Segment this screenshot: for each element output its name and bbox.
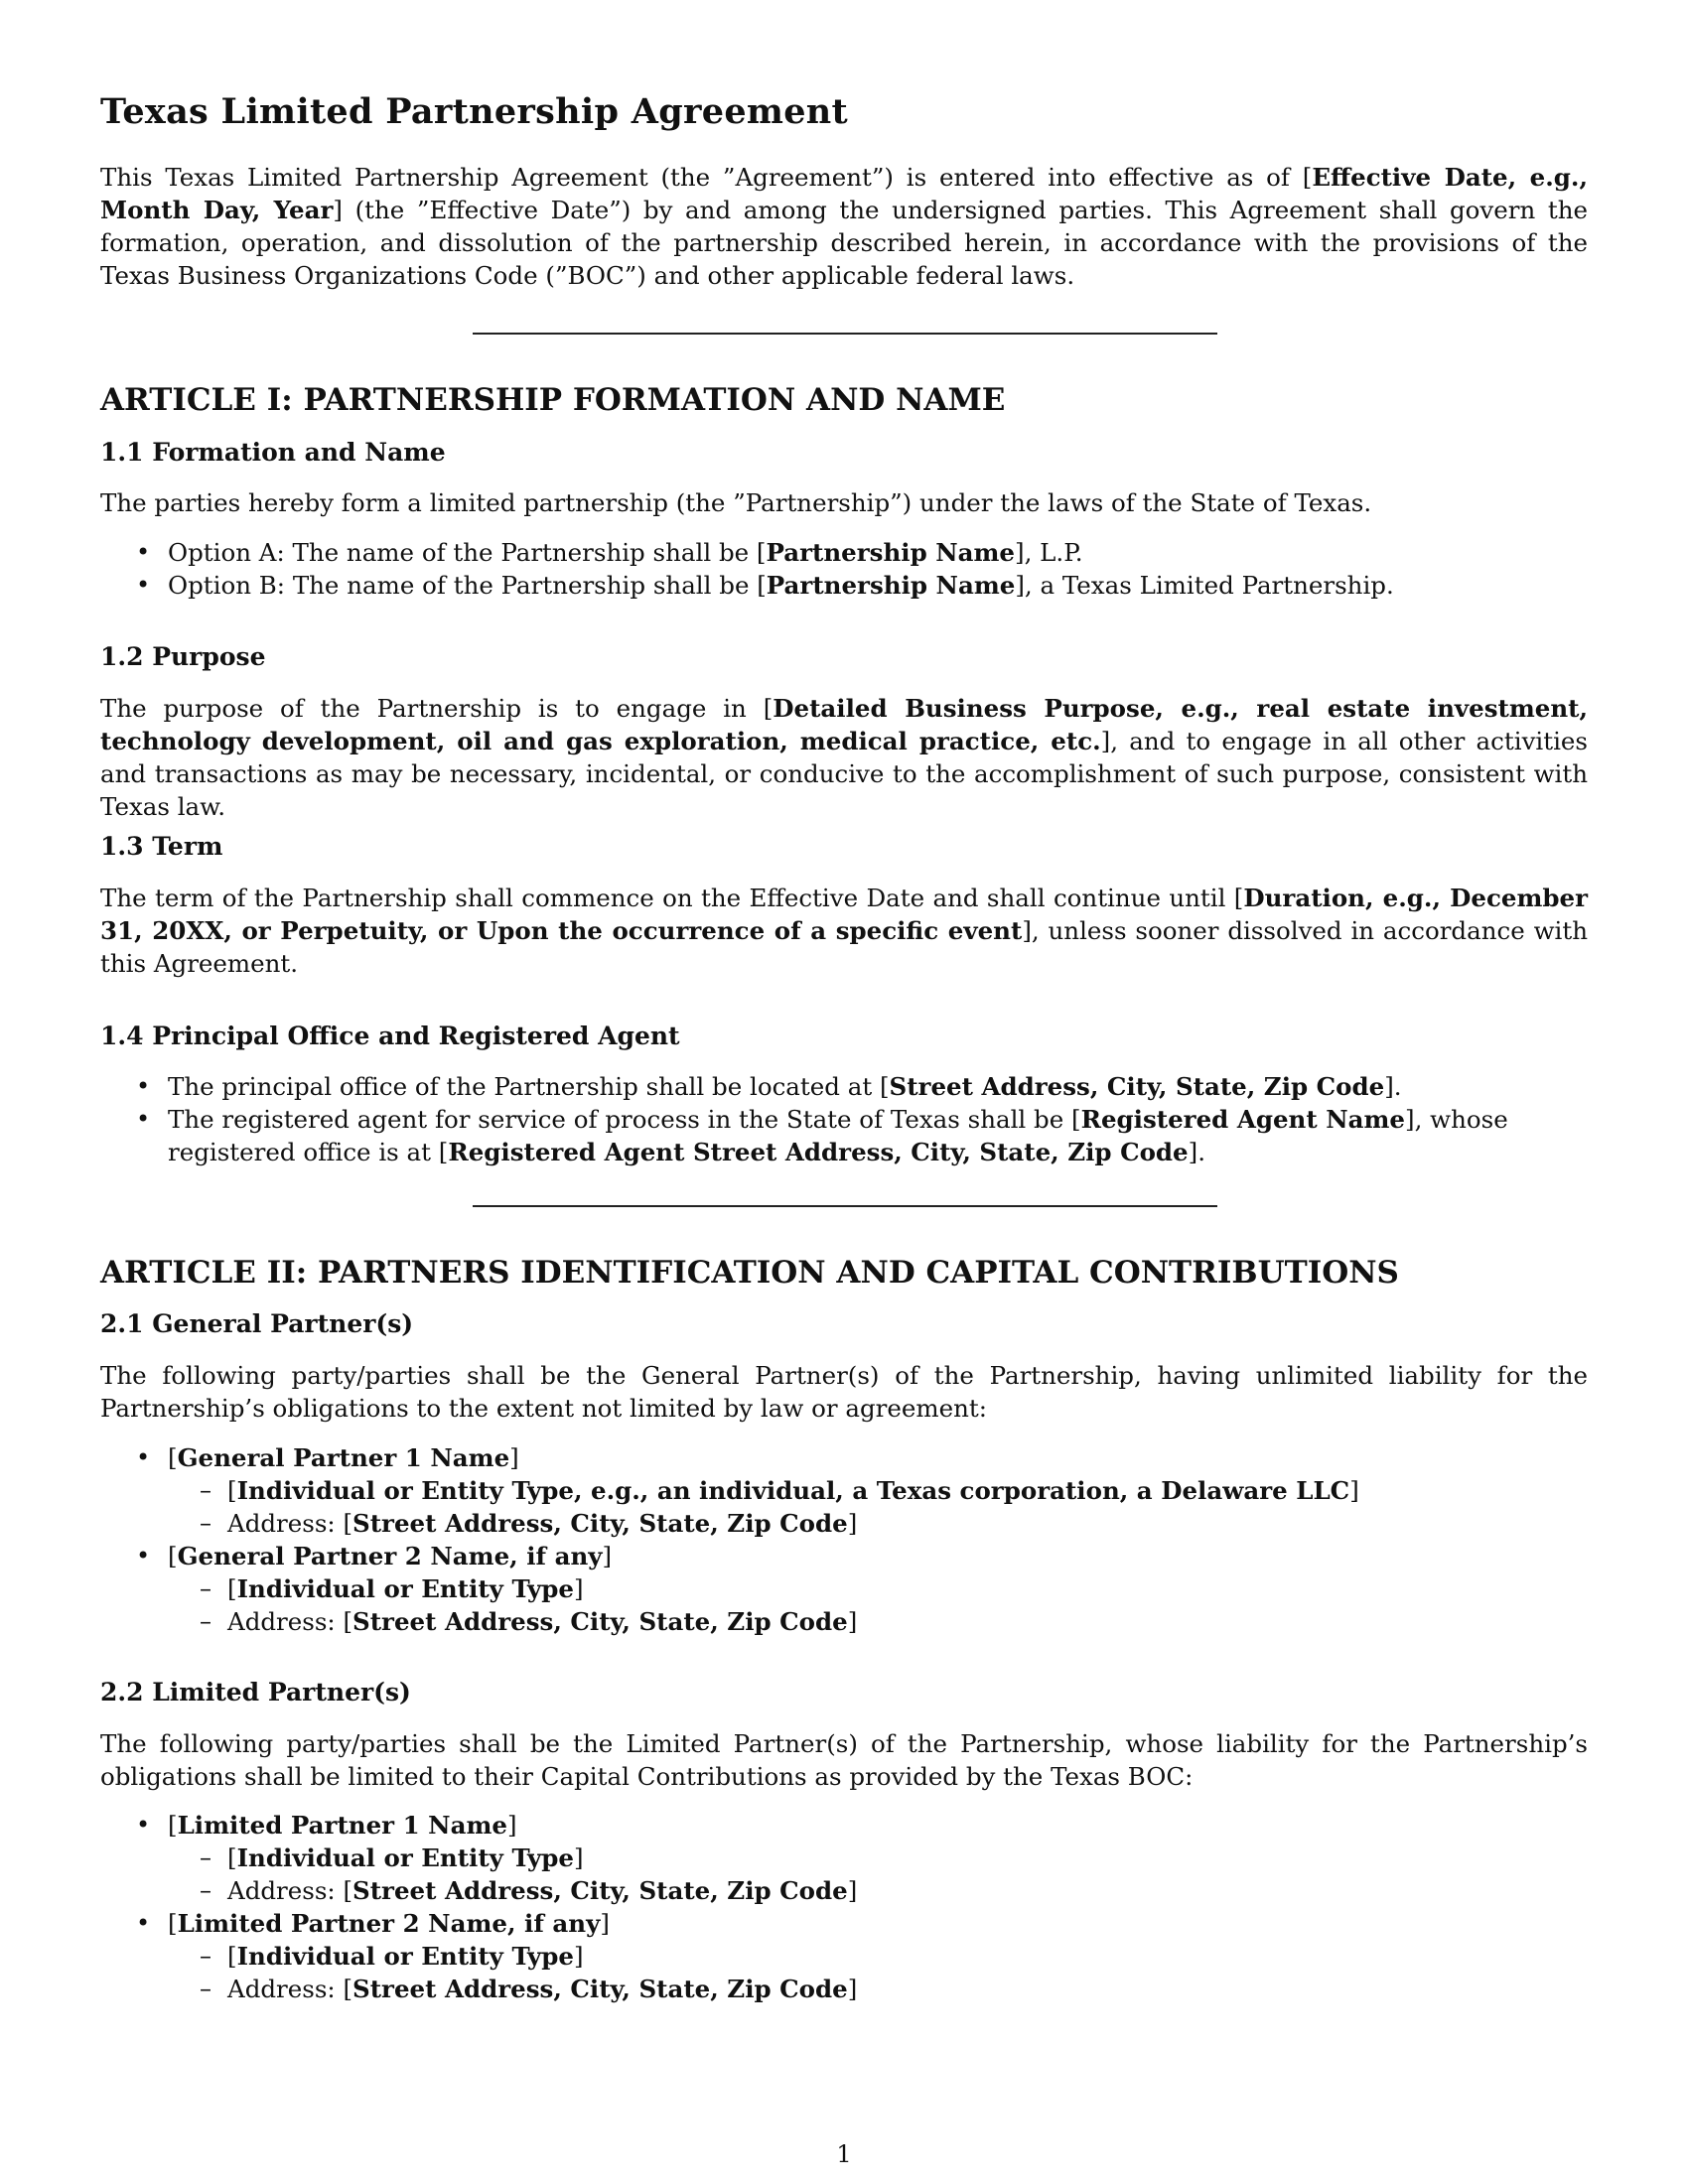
section-1-2-heading: 1.2 Purpose <box>100 642 266 671</box>
address-placeholder: Street Address, City, State, Zip Code <box>352 1975 848 2003</box>
section-divider <box>473 1205 1217 1207</box>
limited-partners-list <box>100 1809 1588 2005</box>
general-partners-list <box>100 1441 1588 1638</box>
office-address-placeholder: Street Address, City, State, Zip Code <box>889 1072 1385 1101</box>
dash-icon: – <box>200 1509 211 1537</box>
address-label: Address: [ <box>227 1876 353 1905</box>
bullet-icon: • <box>136 1105 151 1133</box>
option-b-suffix: ], a Texas Limited Partnership. <box>1015 571 1394 600</box>
section-1-4-heading: 1.4 Principal Office and Registered Agent <box>100 1022 680 1050</box>
bullet-icon: • <box>136 571 151 599</box>
section-2-1-text: The following party/parties shall be the General Partner(s) of the Partnership, having unlimited liability for the Partnership’s obligations to the extent not limited by law or agreement: <box>100 1361 1588 1423</box>
bullet-icon: • <box>136 1811 151 1839</box>
list-item <box>100 569 1588 602</box>
page-number: 1 <box>836 2140 852 2168</box>
bullet-icon: • <box>136 1542 151 1570</box>
address-label: Address: [ <box>227 1607 353 1636</box>
name-options-list <box>100 536 1588 602</box>
entity-type-placeholder: Individual or Entity Type, e.g., an individual, a Texas corporation, a Delaware LLC <box>236 1476 1350 1505</box>
limited-partner-2-name: Limited Partner 2 Name, if any <box>177 1909 601 1938</box>
general-partner-2-name: General Partner 2 Name, if any <box>177 1542 603 1570</box>
section-1-3-heading: 1.3 Term <box>100 832 223 861</box>
section-1-3-text <box>100 882 1588 980</box>
section-2-2-text: The following party/parties shall be the Limited Partner(s) of the Partnership, whose liability for the Partnership’s obligations shall be limited to their Capital Contributions as provided by the Texas BOC: <box>100 1729 1588 1791</box>
list-item: – Address: [Street Address, City, State, Zip Code] <box>200 1876 858 1905</box>
bullet-icon: • <box>136 1443 151 1471</box>
list-item: • [Limited Partner 2 Name, if any] <box>136 1909 610 1938</box>
entity-type-placeholder: Individual or Entity Type <box>236 1942 574 1971</box>
section-divider <box>473 333 1217 335</box>
term-text-cont: ], unless sooner dissolved in accordance with this Agreement. <box>100 916 1589 978</box>
option-a-text: Option A: The name of the Partnership shall be [ <box>168 538 767 567</box>
section-1-1-text: The parties hereby form a limited partnership (the ”Partnership”) under the laws of the State of Texas. <box>100 488 1372 517</box>
entity-type-placeholder: Individual or Entity Type <box>236 1843 574 1872</box>
dash-icon: – <box>200 1574 211 1602</box>
list-item <box>100 536 1588 569</box>
agent-text-cont: ], whose registered office is at [ <box>168 1105 1508 1166</box>
list-item: – Address: [Street Address, City, State, Zip Code] <box>200 1607 858 1636</box>
duration-placeholder: Duration, e.g., December 31, 20XX, or Perpetuity, or Upon the occurrence of a specific event <box>100 884 1588 945</box>
effective-date-placeholder: Effective Date, e.g., Month Day, Year <box>100 163 1588 224</box>
section-2-1-heading: 2.1 General Partner(s) <box>100 1309 414 1338</box>
address-label: Address: [ <box>227 1509 353 1538</box>
dash-icon: – <box>200 1942 211 1970</box>
section-1-2-text <box>100 692 1588 823</box>
address-label: Address: [ <box>227 1975 353 2003</box>
intro-text-cont: ] (the ”Effective Date”) by and among the undersigned parties. This Agreement shall govern the formation, operation, and dissolution of the partnership described herein, in accordance with the provisions of the Texas Business Organizations Code (”BOC”) and other applicable federal laws. <box>100 196 1588 290</box>
article-1-heading: ARTICLE I: PARTNERSHIP FORMATION AND NAME <box>100 382 1006 418</box>
agent-text-end: ]. <box>1188 1138 1205 1166</box>
list-item: – [Individual or Entity Type, e.g., an individual, a Texas corporation, a Delaware LLC] <box>200 1476 1359 1505</box>
business-purpose-placeholder: Detailed Business Purpose, e.g., real estate investment, technology development, oil and gas exploration, medical practice, etc. <box>100 694 1588 755</box>
list-item: – [Individual or Entity Type] <box>200 1574 584 1603</box>
agent-name-placeholder: Registered Agent Name <box>1080 1105 1406 1134</box>
partnership-name-placeholder: Partnership Name <box>766 538 1016 567</box>
list-item <box>100 1070 1588 1103</box>
intro-paragraph <box>100 161 1588 292</box>
list-item: – [Individual or Entity Type] <box>200 1843 584 1872</box>
office-agent-list <box>100 1070 1588 1168</box>
section-1-1-heading: 1.1 Formation and Name <box>100 438 446 467</box>
partnership-name-placeholder: Partnership Name <box>766 571 1016 600</box>
term-text: The term of the Partnership shall commence on the Effective Date and shall continue until [ <box>100 884 1244 912</box>
dash-icon: – <box>200 1975 211 2002</box>
bullet-icon: • <box>136 1909 151 1937</box>
dash-icon: – <box>200 1476 211 1504</box>
list-item: • [General Partner 2 Name, if any] <box>136 1542 613 1570</box>
bullet-icon: • <box>136 538 151 566</box>
entity-type-placeholder: Individual or Entity Type <box>236 1574 574 1603</box>
dash-icon: – <box>200 1607 211 1635</box>
list-item <box>100 1103 1588 1168</box>
general-partner-1-name: General Partner 1 Name <box>177 1443 510 1472</box>
article-2-heading: ARTICLE II: PARTNERS IDENTIFICATION AND CAPITAL CONTRIBUTIONS <box>100 1255 1399 1291</box>
intro-text: This Texas Limited Partnership Agreement (the ”Agreement”) is entered into effective as of [ <box>100 163 1313 192</box>
agent-text: The registered agent for service of process in the State of Texas shall be [ <box>168 1105 1081 1134</box>
dash-icon: – <box>200 1843 211 1871</box>
list-item: – [Individual or Entity Type] <box>200 1942 584 1971</box>
address-placeholder: Street Address, City, State, Zip Code <box>352 1509 848 1538</box>
list-item: • [General Partner 1 Name] <box>136 1443 519 1472</box>
purpose-text-cont: ], and to engage in all other activities and transactions as may be necessary, incidental, or conducive to the accomplishment of such purpose, consistent with Texas law. <box>100 727 1588 821</box>
document-title: Texas Limited Partnership Agreement <box>100 91 849 132</box>
dash-icon: – <box>200 1876 211 1904</box>
agent-address-placeholder: Registered Agent Street Address, City, State, Zip Code <box>448 1138 1189 1166</box>
limited-partner-1-name: Limited Partner 1 Name <box>177 1811 507 1840</box>
option-b-text: Option B: The name of the Partnership shall be [ <box>168 571 767 600</box>
office-text-end: ]. <box>1384 1072 1402 1101</box>
address-placeholder: Street Address, City, State, Zip Code <box>352 1607 848 1636</box>
office-text: The principal office of the Partnership shall be located at [ <box>168 1072 890 1101</box>
purpose-text: The purpose of the Partnership is to engage in [ <box>100 694 774 723</box>
option-a-suffix: ], L.P. <box>1015 538 1083 567</box>
bullet-icon: • <box>136 1072 151 1100</box>
list-item: – Address: [Street Address, City, State, Zip Code] <box>200 1509 858 1538</box>
list-item: • [Limited Partner 1 Name] <box>136 1811 517 1840</box>
section-2-2-heading: 2.2 Limited Partner(s) <box>100 1678 411 1706</box>
list-item: – Address: [Street Address, City, State, Zip Code] <box>200 1975 858 2003</box>
address-placeholder: Street Address, City, State, Zip Code <box>352 1876 848 1905</box>
